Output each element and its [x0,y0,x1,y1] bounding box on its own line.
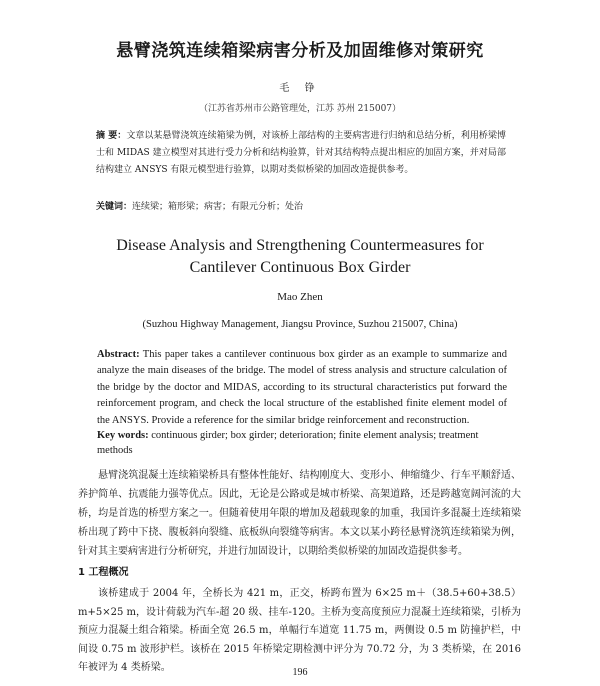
english-keywords [97,428,507,458]
section-heading: 1 工程概况 [78,567,129,578]
english-keywords-text: continuous girder; box girder; deterioration; finite element analysis; treatment methods [97,430,479,456]
intro-paragraph: 悬臂浇筑混凝土连续箱梁桥具有整体性能好、结构刚度大、变形小、伸缩缝少、行车平顺舒适、养护简单、抗震能力强等优点。因此，无论是公路或是城市桥梁、高架道路，还是跨越宽阔河流的大桥，均是首选的桥型方案之一。但随着使用年限的增加及超载现象的加重，我国许多混凝土连续箱梁桥出现了跨中下挠、腹板斜向裂缝、底板纵向裂缝等病害。本文以某小跨径悬臂浇筑连续箱梁为例，针对其主要病害进行分析研究，并进行加固设计，以期给类似桥梁的加固改造提供参考。 [78,470,521,557]
page-number: 196 [292,667,308,678]
english-title-line-2: Cantilever Continuous Box Girder [189,259,411,276]
english-title-line-1: Disease Analysis and Strengthening Countermeasures for [116,237,484,254]
english-author: Mao Zhen [277,291,323,303]
chinese-abstract-text: 文章以某悬臂浇筑连续箱梁为例，对该桥上部结构的主要病害进行归纳和总结分析，利用桥梁博士和 MIDAS 建立模型对其进行受力分析和结构验算，针对其结构特点提出相应的加固方案，并对局部结构建立 ANSYS 有限元模型进行验算，以期对类似桥梁的加固改造提供参考。 [96,131,506,175]
chinese-author: 毛 铮 [279,83,321,94]
english-keywords-label: Key words: [97,430,149,441]
chinese-keywords [96,200,506,214]
english-abstract-text: This paper takes a cantilever continuous box girder as an example to summarize and analyze the main diseases of the bridge. The model of stress analysis and structure calculation of the bridge by the doctor and MIDAS, according to its structural characteristics put forward the reinforcement program, and check the local structure of the established finite element model of the ANSYS. Provide a reference for the similar bridge reinforcement and reconstruction. [97,349,507,426]
chinese-title: 悬臂浇筑连续箱梁病害分析及加固维修对策研究 [116,41,484,61]
chinese-keywords-text: 连续梁；箱形梁；病害；有限元分析；处治 [132,202,304,212]
english-affiliation: (Suzhou Highway Management, Jiangsu Province, Suzhou 215007, China) [142,319,458,330]
section-paragraph: 该桥建成于 2004 年，全桥长为 421 m，正交，桥跨布置为 6×25 m＋（38.5+60+38.5）m+5×25 m，设计荷载为汽车-超 20 级、挂车-120。主桥为变高度预应力混凝土连续箱梁，引桥为预应力混凝土组合箱梁。桥面全宽 26.5 m，单幅行车道宽 11.75 m，两侧设 0.5 m 防撞护栏，中间设 0.75 m 波形护栏。该桥在 2015 年桥梁定期检测中评分为 70.72 分，为 3 类桥梁，在 2016 年被评为 4 类桥梁。 [78,588,521,673]
english-abstract [97,347,507,429]
english-abstract-label: Abstract: [97,349,140,360]
chinese-abstract [96,128,506,179]
english-title [0,235,600,279]
chinese-keywords-label: 关键词： [96,202,133,212]
chinese-affiliation: （江苏省苏州市公路管理处，江苏 苏州 215007） [198,104,402,114]
chinese-abstract-label: 摘 要： [96,131,127,141]
